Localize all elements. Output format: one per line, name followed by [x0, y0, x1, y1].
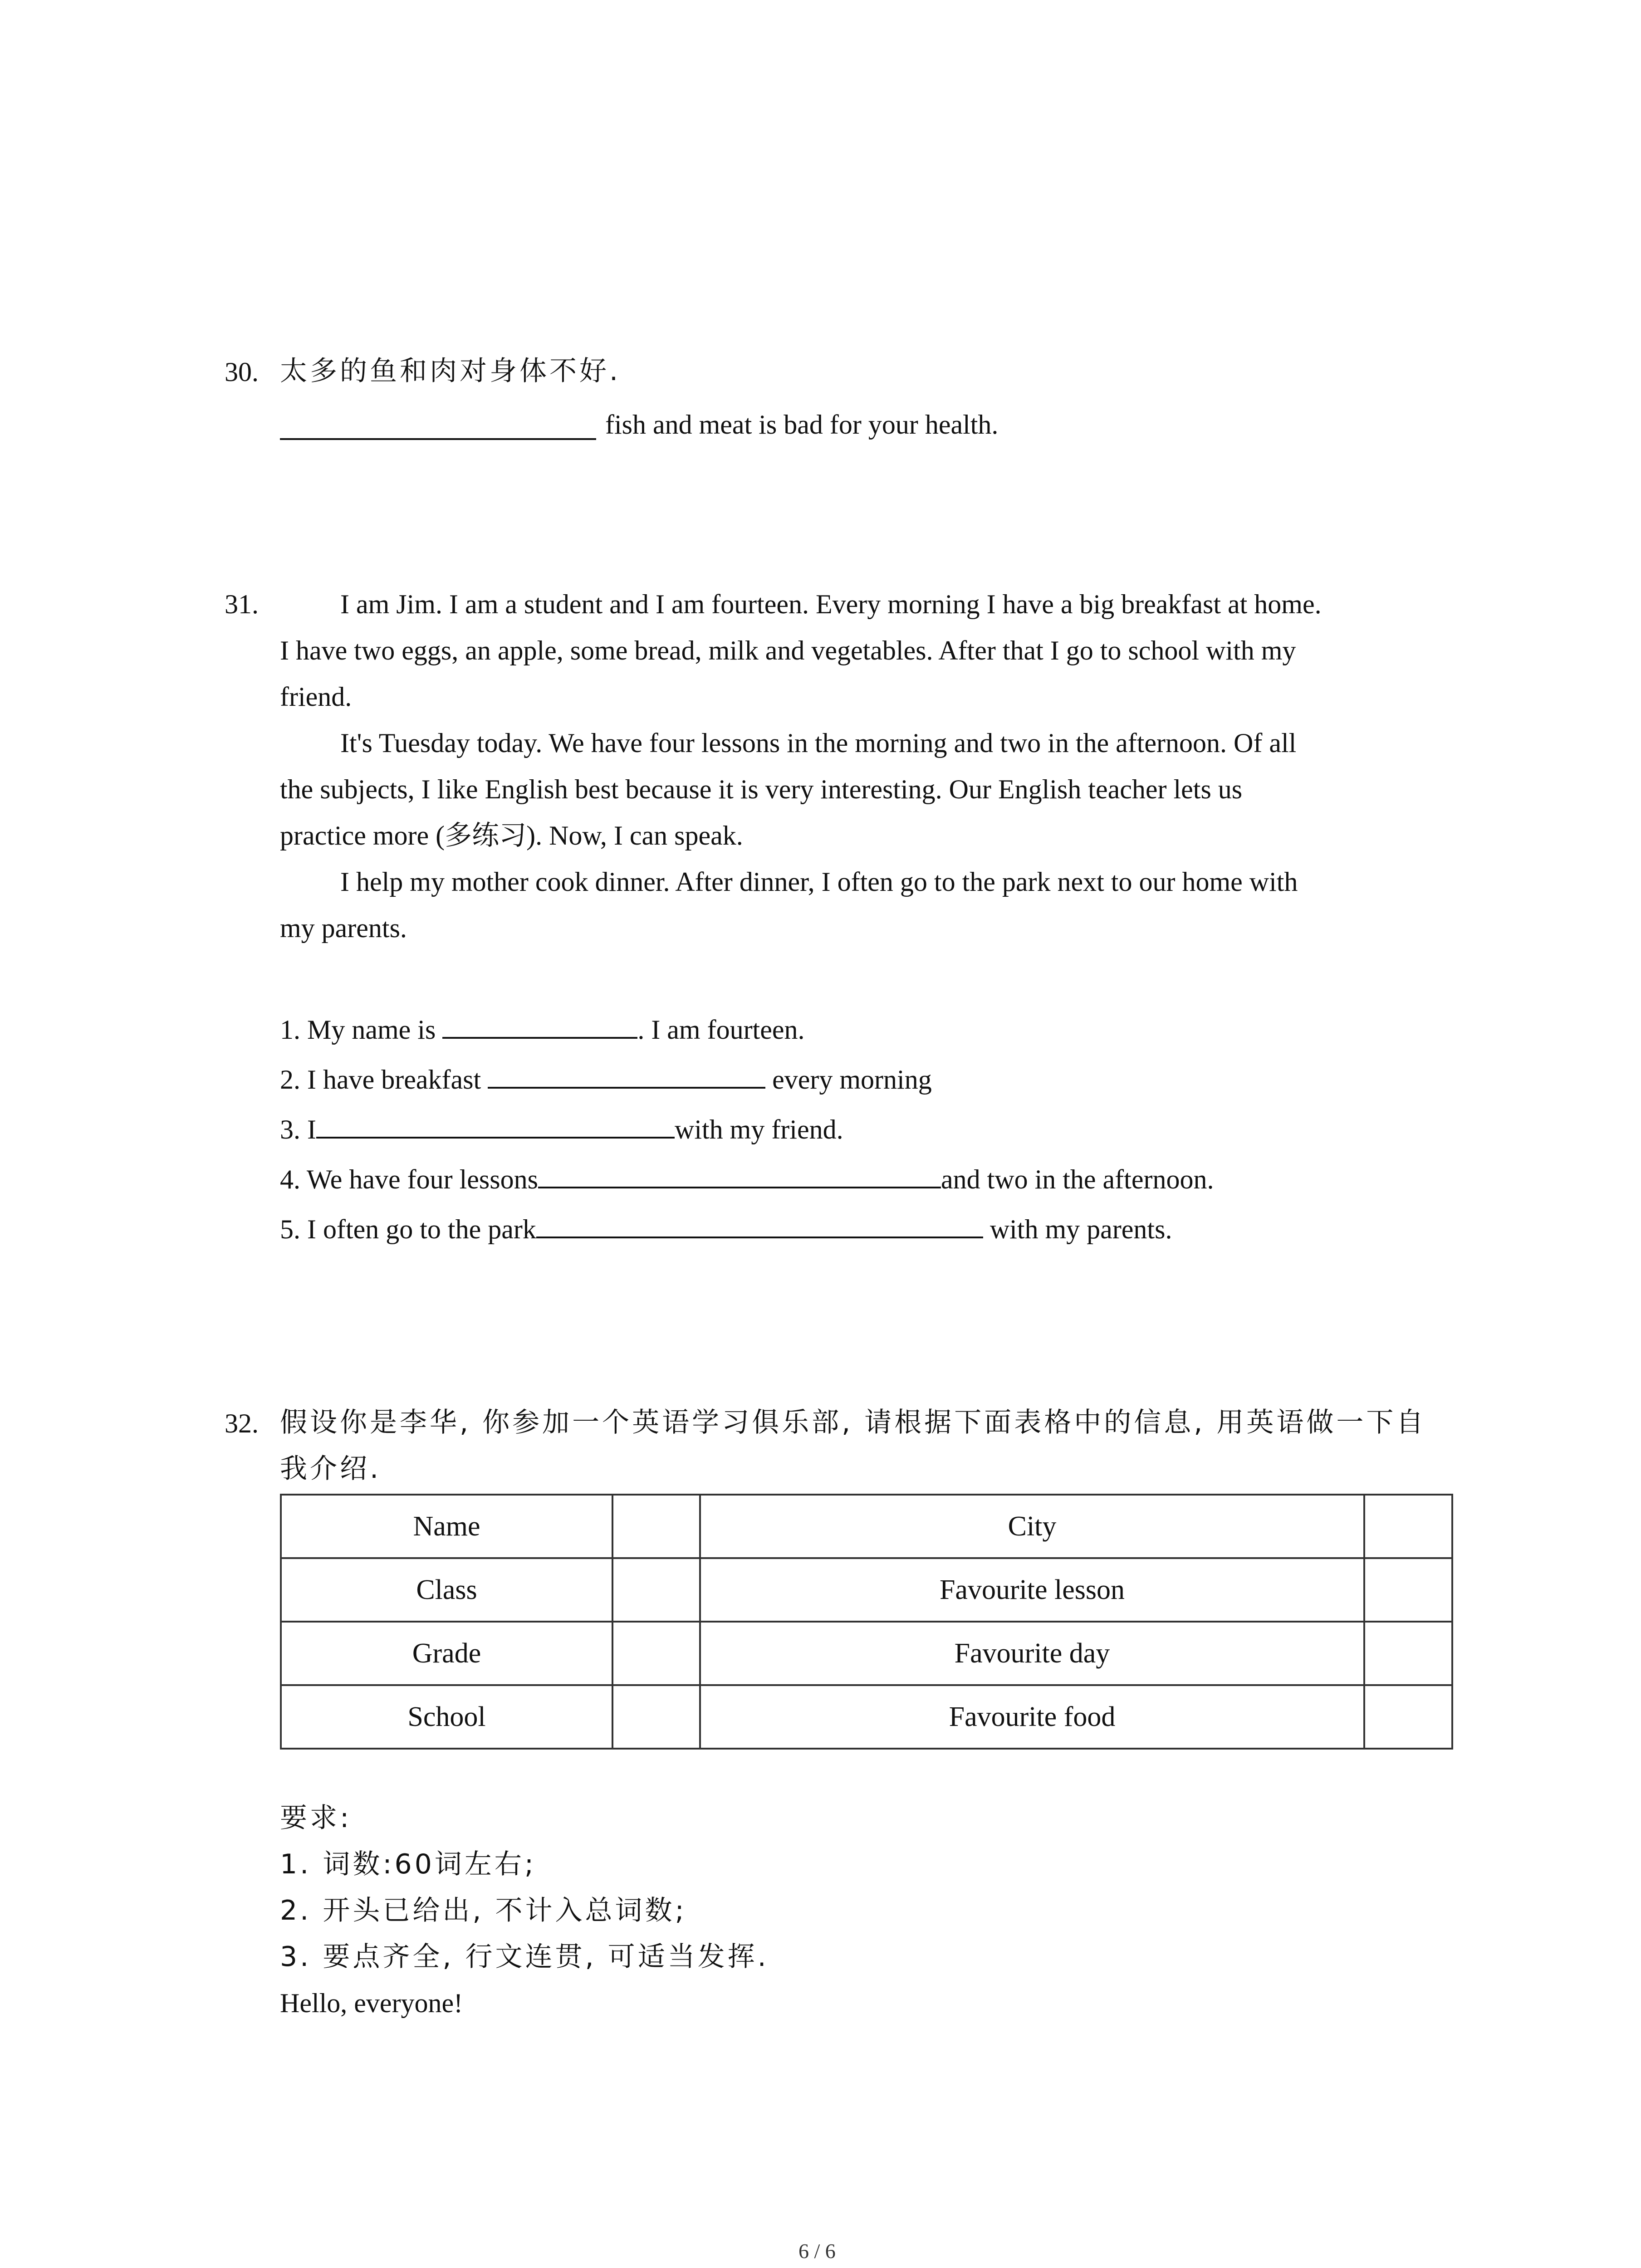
question-number: 31.	[225, 589, 259, 619]
fill-item-text: 5. I often go to the park	[280, 1214, 536, 1244]
fill-item-text: with my friend.	[674, 1114, 843, 1144]
fill-item-2	[280, 1060, 932, 1093]
fill-item-text: with my parents.	[983, 1214, 1172, 1244]
passage-line: friend.	[280, 682, 352, 712]
table-value-cell[interactable]	[1364, 1622, 1452, 1685]
fill-item-text: 3. I	[280, 1114, 316, 1144]
answer-blank[interactable]	[536, 1209, 983, 1238]
fill-item-text: . I am fourteen.	[637, 1015, 805, 1045]
table-row	[281, 1495, 1452, 1558]
table-value-cell[interactable]	[1364, 1495, 1452, 1558]
table-label: Grade	[281, 1622, 612, 1685]
fill-item-1	[280, 1010, 805, 1043]
table-value-cell[interactable]	[612, 1622, 700, 1685]
answer-blank[interactable]	[316, 1110, 675, 1139]
passage-line: practice more (多练习). Now, I can speak.	[280, 821, 743, 850]
table-value-cell[interactable]	[612, 1495, 700, 1558]
table-label: Favourite lesson	[700, 1558, 1364, 1622]
fill-item-text: 1. My name is	[280, 1015, 443, 1045]
question-prompt: 太多的鱼和肉对身体不好.	[280, 355, 621, 387]
requirements-title: 要求:	[280, 1802, 352, 1834]
table-label: School	[281, 1685, 612, 1749]
fill-item-text: 2. I have breakfast	[280, 1065, 488, 1095]
page-number: 6 / 6	[798, 2239, 836, 2263]
fill-item-4	[280, 1159, 1214, 1193]
table-label: City	[700, 1495, 1364, 1558]
fill-item-3	[280, 1110, 843, 1143]
question-number: 32.	[225, 1408, 259, 1438]
answer-blank[interactable]	[488, 1060, 765, 1089]
table-value-cell[interactable]	[1364, 1558, 1452, 1622]
info-table	[280, 1494, 1453, 1750]
table-label: Class	[281, 1558, 612, 1622]
answer-blank[interactable]	[538, 1159, 941, 1188]
requirement-item: 2. 开头已给出, 不计入总词数;	[280, 1895, 687, 1926]
table-label: Favourite food	[700, 1685, 1364, 1749]
passage-line: I am Jim. I am a student and I am fourteen. Every morning I have a big breakfast at home.	[340, 589, 1322, 619]
table-row	[281, 1685, 1452, 1749]
table-row	[281, 1558, 1452, 1622]
sentence-text: fish and meat is bad for your health.	[605, 410, 999, 440]
table-value-cell[interactable]	[1364, 1685, 1452, 1749]
answer-blank[interactable]	[280, 411, 596, 440]
question-prompt: 假设你是李华, 你参加一个英语学习俱乐部, 请根据下面表格中的信息, 用英语做一下自	[280, 1407, 1426, 1438]
fill-item-text: 4. We have four lessons	[280, 1164, 538, 1194]
fill-item-text: and two in the afternoon.	[941, 1164, 1214, 1194]
passage-line: It's Tuesday today. We have four lessons in the morning and two in the afternoon. Of all	[340, 728, 1297, 758]
table-value-cell[interactable]	[612, 1558, 700, 1622]
question-number: 30.	[225, 357, 259, 387]
passage-line: the subjects, I like English best because it is very interesting. Our English teacher lets us	[280, 774, 1243, 804]
essay-opening: Hello, everyone!	[280, 1988, 463, 2018]
passage-line: I help my mother cook dinner. After dinner, I often go to the park next to our home with	[340, 867, 1298, 897]
table-value-cell[interactable]	[612, 1685, 700, 1749]
question-prompt: 我介绍.	[280, 1453, 382, 1485]
passage-line: I have two eggs, an apple, some bread, milk and vegetables. After that I go to school with my	[280, 635, 1296, 665]
answer-blank[interactable]	[442, 1010, 637, 1039]
table-label: Name	[281, 1495, 612, 1558]
fill-item-text: every morning	[765, 1065, 932, 1095]
requirement-item: 3. 要点齐全, 行文连贯, 可适当发挥.	[280, 1941, 769, 1973]
requirement-item: 1. 词数:60词左右;	[280, 1848, 537, 1880]
table-label: Favourite day	[700, 1622, 1364, 1685]
table-row	[281, 1622, 1452, 1685]
passage-line: my parents.	[280, 913, 407, 943]
fill-item-5	[280, 1209, 1172, 1243]
